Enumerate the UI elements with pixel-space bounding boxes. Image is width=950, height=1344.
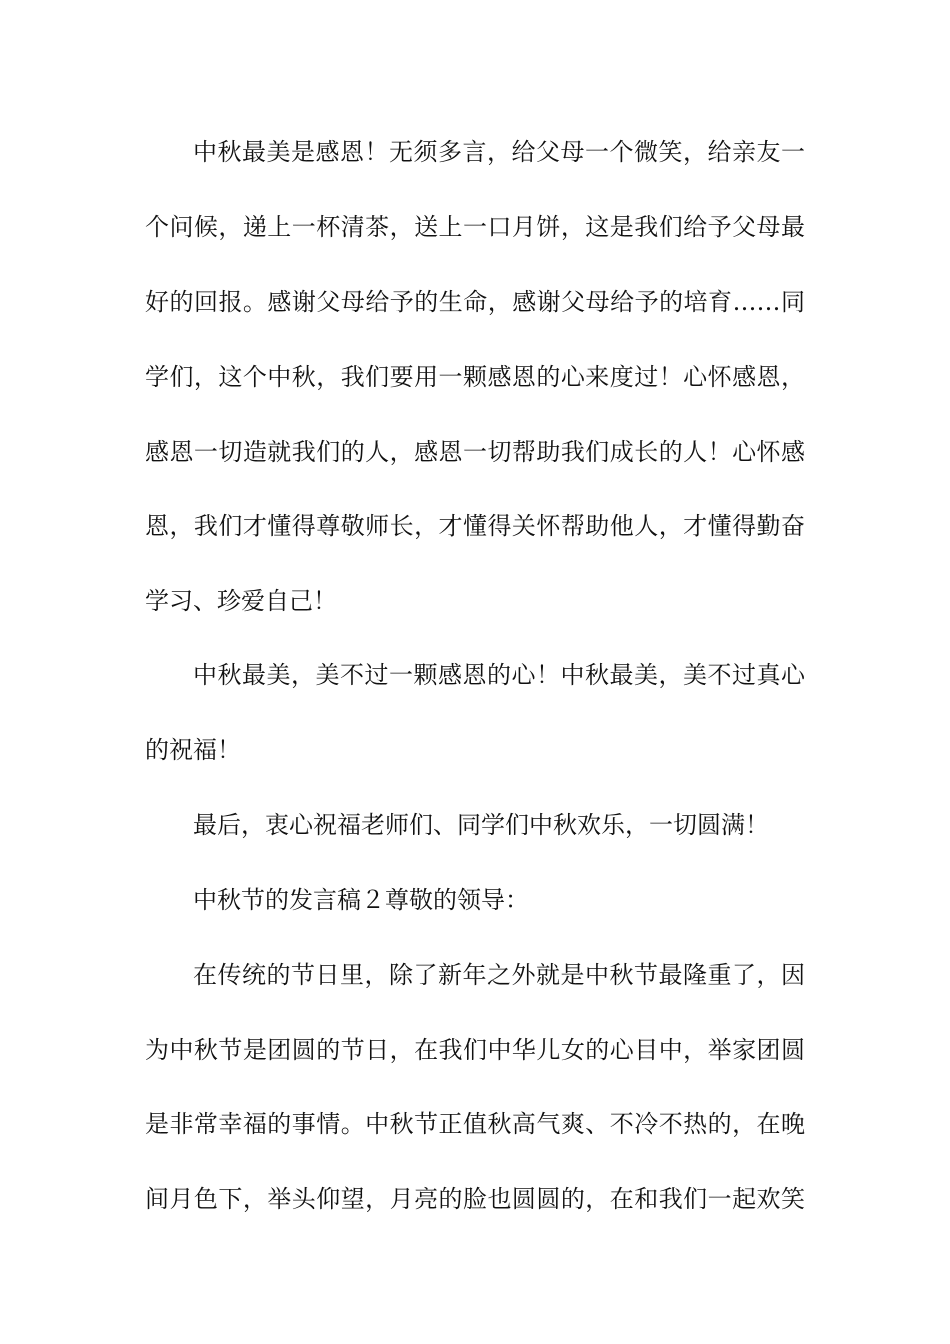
text-line: 中秋最美是感恩！无须多言，给父母一个微笑，给亲友一 (193, 138, 805, 166)
text-line: 是非常幸福的事情。中秋节正值秋高气爽、不冷不热的，在晚 (145, 1110, 805, 1138)
text-line: 恩，我们才懂得尊敬师长，才懂得关怀帮助他人，才懂得勤奋 (145, 512, 805, 540)
text-line: 中秋最美，美不过一颗感恩的心！中秋最美，美不过真心 (193, 661, 805, 689)
text-line: 学习、珍爱自己！ (145, 587, 337, 615)
text-line: 在传统的节日里，除了新年之外就是中秋节最隆重了，因 (193, 961, 805, 989)
text-line: 个问候，递上一杯清茶，送上一口月饼，这是我们给予父母最 (145, 213, 805, 241)
text-line: 好的回报。感谢父母给予的生命，感谢父母给予的培育……同 (145, 288, 805, 316)
text-line: 的祝福！ (145, 736, 241, 764)
text-line: 最后，衷心祝福老师们、同学们中秋欢乐，一切圆满！ (193, 811, 769, 839)
text-line: 为中秋节是团圆的节日，在我们中华儿女的心目中，举家团圆 (145, 1036, 805, 1064)
text-line: 感恩一切造就我们的人，感恩一切帮助我们成长的人！心怀感 (145, 438, 805, 466)
text-line: 间月色下，举头仰望，月亮的脸也圆圆的，在和我们一起欢笑 (145, 1185, 805, 1213)
text-line: 学们，这个中秋，我们要用一颗感恩的心来度过！心怀感恩， (145, 363, 805, 391)
section-heading: 中秋节的发言稿２尊敬的领导： (193, 886, 529, 914)
